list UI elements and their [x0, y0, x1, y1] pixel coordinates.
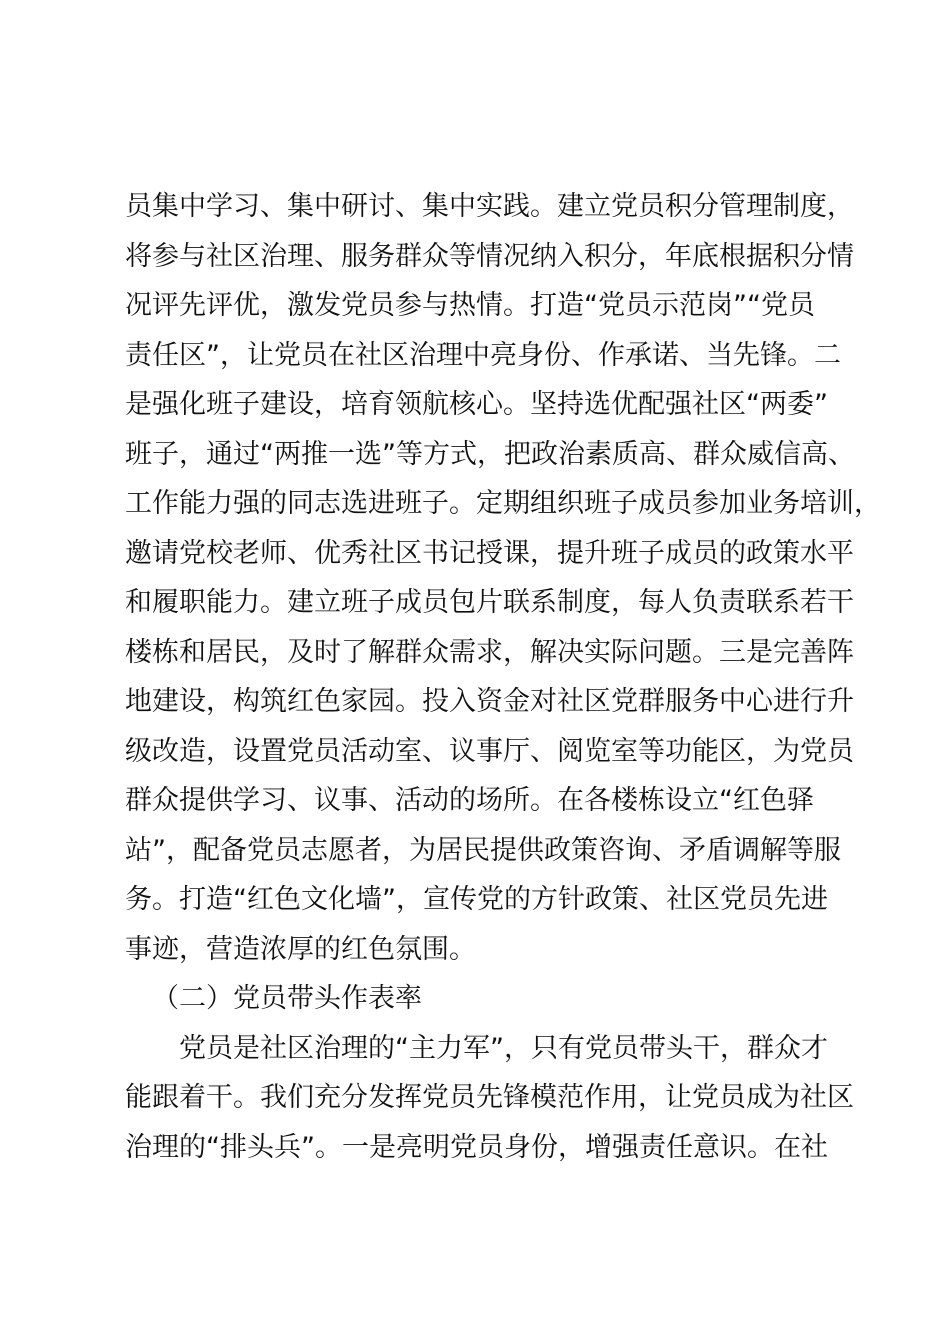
- text-line: 站”，配备党员志愿者，为居民提供政策咨询、矛盾调解等服: [125, 834, 841, 866]
- text-line: 邀请党校老师、优秀社区书记授课，提升班子成员的政策水平: [125, 537, 854, 569]
- document-body: [0, 182, 950, 1172]
- section-heading: （二）党员带头作表率: [152, 983, 422, 1014]
- text-line: 员集中学习、集中研讨、集中实践。建立党员积分管理制度，: [125, 191, 854, 222]
- text-line: 楼栋和居民，及时了解群众需求，解决实际问题。三是完善阵: [125, 636, 854, 668]
- text-line: 况评先评优，激发党员参与热情。打造“党员示范岗”“党员: [125, 290, 815, 321]
- text-line: 责任区”，让党员在社区治理中亮身份、作承诺、当先锋。二: [125, 339, 841, 371]
- text-line: 级改造，设置党员活动室、议事厅、阅览室等功能区，为党员: [125, 735, 854, 767]
- text-line: 治理的“排头兵”。一是亮明党员身份，增强责任意识。在社: [125, 1131, 828, 1163]
- text-line: 能跟着干。我们充分发挥党员先锋模范作用，让党员成为社区: [125, 1082, 854, 1113]
- text-line: 党员是社区治理的“主力军”，只有党员带头干，群众才: [179, 1032, 828, 1064]
- text-line: 将参与社区治理、服务群众等情况纳入积分，年底根据积分情: [125, 240, 854, 272]
- text-line: 是强化班子建设，培育领航核心。坚持选优配强社区“两委”: [125, 389, 828, 420]
- text-line: 务。打造“红色文化墙”，宣传党的方针政策、社区党员先进: [125, 884, 828, 915]
- text-line: 工作能力强的同志选进班子。定期组织班子成员参加业务培训，: [125, 488, 881, 519]
- text-line: 群众提供学习、议事、活动的场所。在各楼栋设立“红色驿: [125, 785, 814, 816]
- text-line: 事迹，营造浓厚的红色氛围。: [125, 933, 476, 965]
- text-line: 和履职能力。建立班子成员包片联系制度，每人负责联系若干: [125, 587, 854, 618]
- text-line: 地建设，构筑红色家园。投入资金对社区党群服务中心进行升: [125, 686, 854, 717]
- text-line: 班子，通过“两推一选”等方式，把政治素质高、群众威信高、: [125, 438, 855, 470]
